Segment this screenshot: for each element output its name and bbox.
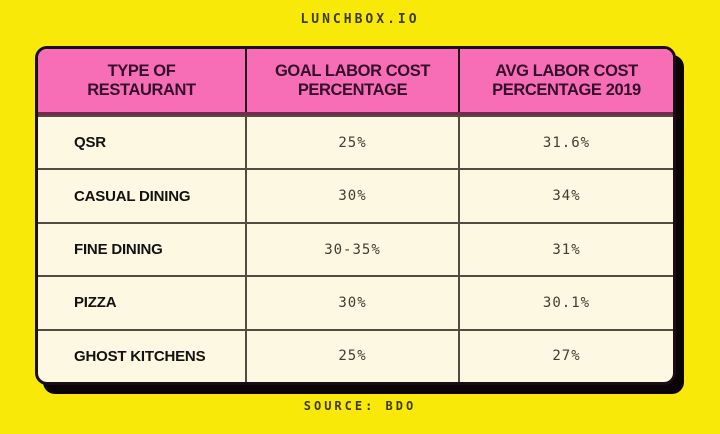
restaurant-type-cell: FINE DINING [38,224,247,275]
avg-value-cell: 31% [552,241,581,258]
avg-value-cell: 34% [552,188,581,205]
avg-value-cell: 30.1% [542,294,591,311]
restaurant-type-cell: GHOST KITCHENS [38,331,247,382]
column-header-goal-labor-cost: GOAL LABOR COST PERCENTAGE [247,49,460,112]
restaurant-type-cell: QSR [38,117,247,168]
restaurant-type-cell: CASUAL DINING [38,170,247,221]
goal-value-cell: 25% [247,117,460,168]
goal-value-cell: 30% [247,170,460,221]
goal-value-cell: 30% [247,277,460,328]
goal-value-cell: 25% [247,331,460,382]
goal-value-cell: 30-35% [247,224,460,275]
table-row [38,329,673,382]
table-row [38,115,673,168]
labor-cost-table [35,46,676,385]
brand-text: LUNCHBOX.IO [300,12,420,27]
source-attribution: SOURCE: BDO [303,399,417,413]
column-header-restaurant-type: TYPE OF RESTAURANT [38,49,247,112]
table-header-row [38,49,673,115]
table-row [38,168,673,221]
table-row [38,275,673,328]
avg-value-cell: 31.6% [542,134,591,151]
column-header-avg-labor-cost: AVG LABOR COST PERCENTAGE 2019 [492,62,641,99]
restaurant-type-cell: PIZZA [38,277,247,328]
avg-value-cell: 27% [552,348,581,365]
table-row [38,222,673,275]
